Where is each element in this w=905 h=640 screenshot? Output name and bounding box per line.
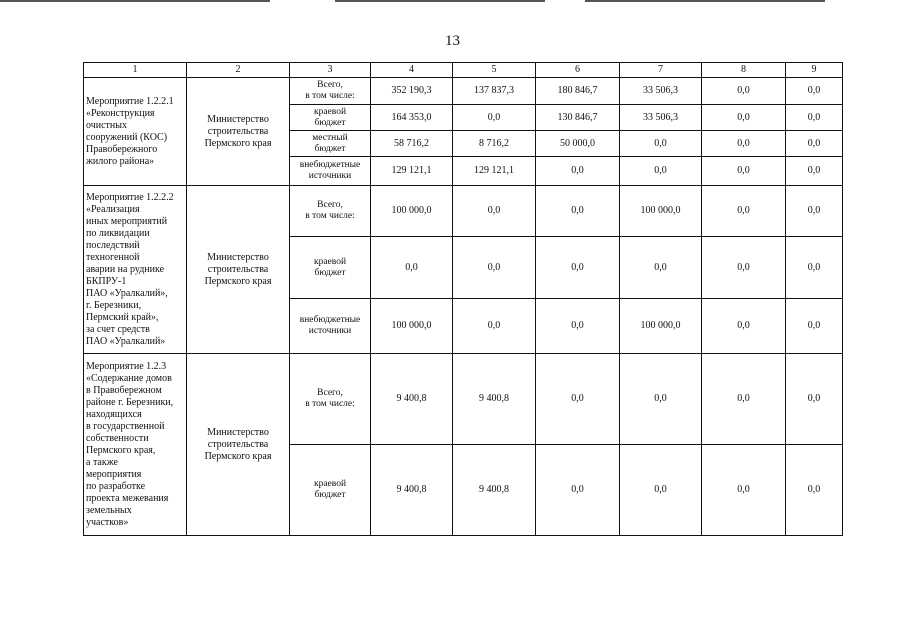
- executor-name: Министерство строительства Пермского края: [187, 78, 290, 186]
- funding-source: местный бюджет: [290, 131, 371, 157]
- column-number: 1: [84, 63, 187, 78]
- amount-cell: 100 000,0: [371, 186, 453, 237]
- executor-name: Министерство строительства Пермского края: [187, 354, 290, 536]
- column-number: 5: [453, 63, 536, 78]
- amount-cell: 0,0: [453, 299, 536, 354]
- funding-source: краевой бюджет: [290, 105, 371, 131]
- amount-cell: 0,0: [786, 354, 843, 445]
- amount-cell: 9 400,8: [453, 445, 536, 536]
- column-number: 3: [290, 63, 371, 78]
- funding-source: внебюджетные источники: [290, 299, 371, 354]
- scan-top-line-right: [585, 0, 825, 2]
- measure-name: Мероприятие 1.2.2.1 «Реконструкция очистных сооружений (КОС) Правобережного жилого района»: [84, 78, 187, 186]
- column-number: 9: [786, 63, 843, 78]
- page-number: 13: [445, 33, 460, 49]
- amount-cell: 0,0: [702, 299, 786, 354]
- amount-cell: 0,0: [702, 105, 786, 131]
- amount-cell: 0,0: [786, 157, 843, 186]
- scan-top-line-middle: [335, 0, 545, 2]
- amount-cell: 0,0: [371, 237, 453, 299]
- table-row: [84, 354, 843, 445]
- table-body: [84, 78, 843, 536]
- amount-cell: 352 190,3: [371, 78, 453, 105]
- amount-cell: 0,0: [786, 131, 843, 157]
- amount-cell: 0,0: [453, 186, 536, 237]
- table-row: [84, 78, 843, 105]
- amount-cell: 130 846,7: [536, 105, 620, 131]
- amount-cell: 0,0: [536, 354, 620, 445]
- amount-cell: 100 000,0: [620, 186, 702, 237]
- column-number: 8: [702, 63, 786, 78]
- funding-source: Всего, в том числе:: [290, 78, 371, 105]
- amount-cell: 164 353,0: [371, 105, 453, 131]
- column-number: 2: [187, 63, 290, 78]
- amount-cell: 0,0: [786, 445, 843, 536]
- scan-top-line-left: [0, 0, 270, 2]
- funding-source: внебюджетные источники: [290, 157, 371, 186]
- amount-cell: 33 506,3: [620, 105, 702, 131]
- amount-cell: 0,0: [536, 237, 620, 299]
- amount-cell: 0,0: [536, 186, 620, 237]
- amount-cell: 0,0: [620, 157, 702, 186]
- amount-cell: 58 716,2: [371, 131, 453, 157]
- amount-cell: 0,0: [702, 157, 786, 186]
- amount-cell: 0,0: [702, 131, 786, 157]
- amount-cell: 8 716,2: [453, 131, 536, 157]
- amount-cell: 0,0: [786, 105, 843, 131]
- amount-cell: 0,0: [786, 299, 843, 354]
- amount-cell: 9 400,8: [453, 354, 536, 445]
- column-number-row: [84, 63, 843, 78]
- amount-cell: 0,0: [702, 354, 786, 445]
- funding-source: Всего, в том числе:: [290, 354, 371, 445]
- amount-cell: 137 837,3: [453, 78, 536, 105]
- column-number: 4: [371, 63, 453, 78]
- amount-cell: 100 000,0: [620, 299, 702, 354]
- amount-cell: 0,0: [786, 237, 843, 299]
- amount-cell: 33 506,3: [620, 78, 702, 105]
- funding-source: краевой бюджет: [290, 445, 371, 536]
- amount-cell: 0,0: [536, 299, 620, 354]
- amount-cell: 129 121,1: [371, 157, 453, 186]
- amount-cell: 0,0: [453, 237, 536, 299]
- amount-cell: 9 400,8: [371, 354, 453, 445]
- amount-cell: 0,0: [702, 78, 786, 105]
- amount-cell: 0,0: [620, 131, 702, 157]
- executor-name: Министерство строительства Пермского края: [187, 186, 290, 354]
- amount-cell: 0,0: [786, 186, 843, 237]
- amount-cell: 0,0: [536, 157, 620, 186]
- amount-cell: 0,0: [702, 186, 786, 237]
- amount-cell: 50 000,0: [536, 131, 620, 157]
- funding-source: краевой бюджет: [290, 237, 371, 299]
- table-row: [84, 186, 843, 237]
- amount-cell: 0,0: [536, 445, 620, 536]
- amount-cell: 0,0: [786, 78, 843, 105]
- column-number: 6: [536, 63, 620, 78]
- amount-cell: 0,0: [702, 237, 786, 299]
- funding-source: Всего, в том числе:: [290, 186, 371, 237]
- amount-cell: 180 846,7: [536, 78, 620, 105]
- amount-cell: 129 121,1: [453, 157, 536, 186]
- measure-name: Мероприятие 1.2.3 «Содержание домов в Правобережном районе г. Березники, находящихся в государственной собственности Пермского края, а также мероприятия по разработке проекта межевания земельных участков»: [84, 354, 187, 536]
- amount-cell: 0,0: [702, 445, 786, 536]
- amount-cell: 0,0: [620, 237, 702, 299]
- amount-cell: 0,0: [620, 354, 702, 445]
- amount-cell: 0,0: [453, 105, 536, 131]
- amount-cell: 9 400,8: [371, 445, 453, 536]
- amount-cell: 0,0: [620, 445, 702, 536]
- funding-table: [83, 62, 843, 536]
- measure-name: Мероприятие 1.2.2.2 «Реализация иных мероприятий по ликвидации последствий техногенной аварии на руднике БКПРУ-1 ПАО «Уралкалий», г. Березники, Пермский край», за счет средств ПАО «Уралкалий»: [84, 186, 187, 354]
- amount-cell: 100 000,0: [371, 299, 453, 354]
- column-number: 7: [620, 63, 702, 78]
